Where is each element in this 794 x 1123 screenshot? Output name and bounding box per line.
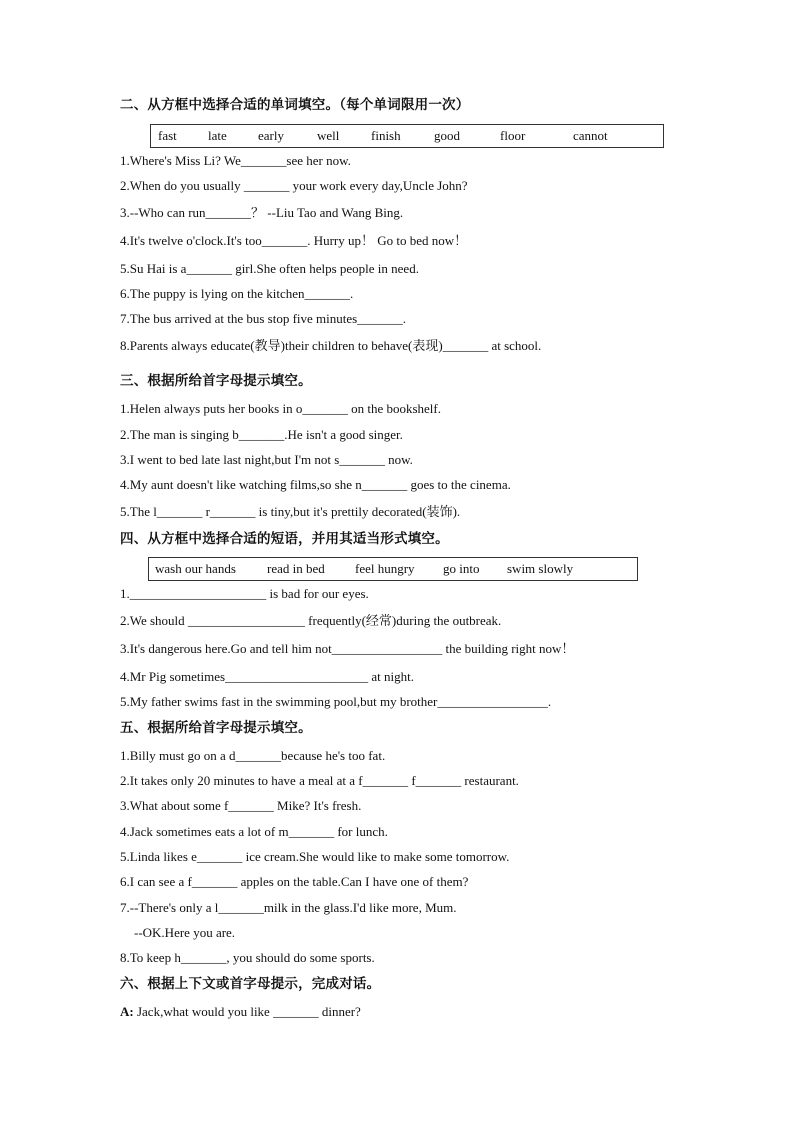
word-option: fast (158, 128, 177, 143)
section-4-heading: 四、从方框中选择合适的短语，并用其适当形式填空。 (120, 531, 449, 547)
dialogue-line (120, 1004, 361, 1020)
exercise-line: 4.Mr Pig sometimes______________________ at night. (120, 669, 414, 684)
phrase-option: go into (443, 561, 480, 576)
word-option: good (434, 128, 460, 143)
phrase-option: wash our hands (155, 561, 236, 576)
exercise-line: 3.--Who can run_______？ --Liu Tao and Wang Bing. (120, 205, 404, 220)
section-2-heading: 二、从方框中选择合适的单词填空。（每个单词限用一次） (120, 97, 470, 113)
exercise-line: 1._____________________ is bad for our eyes. (120, 586, 369, 601)
exercise-line: 1.Where's Miss Li? We_______see her now. (120, 153, 351, 168)
exercise-line: 5.Linda likes e_______ ice cream.She would like to make some tomorrow. (120, 849, 510, 864)
section-3-heading: 三、根据所给首字母提示填空。 (120, 373, 312, 389)
exercise-line: 3.What about some f_______ Mike? It's fresh. (120, 798, 362, 813)
exercise-line: 8.To keep h_______, you should do some sports. (120, 950, 375, 965)
exercise-line: 1.Billy must go on a d_______because he's too fat. (120, 748, 386, 763)
word-box (150, 124, 664, 148)
exercise-line: 5.The l_______ r_______ is tiny,but it's prettily decorated(装饰). (120, 504, 461, 519)
exercise-line: 4.My aunt doesn't like watching films,so she n_______ goes to the cinema. (120, 477, 511, 492)
exercise-line: 8.Parents always educate(教导)their children to behave(表现)_______ at school. (120, 338, 542, 353)
exercise-line: 2.When do you usually _______ your work every day,Uncle John? (120, 178, 468, 193)
exercise-line: 4.Jack sometimes eats a lot of m_______ for lunch. (120, 824, 388, 839)
exercise-line: 1.Helen always puts her books in o_______ on the bookshelf. (120, 401, 441, 416)
word-option: floor (500, 128, 526, 143)
exercise-line: 3.It's dangerous here.Go and tell him not_________________ the building right now！ (120, 641, 575, 656)
section-6-heading: 六、根据上下文或首字母提示，完成对话。 (120, 976, 381, 992)
exercise-line: 4.It's twelve o'clock.It's too_______. Hurry up！ Go to bed now！ (120, 233, 468, 248)
word-option: late (208, 128, 227, 143)
section-5-heading: 五、根据所给首字母提示填空。 (120, 720, 312, 736)
exercise-line: 7.The bus arrived at the bus stop five minutes_______. (120, 311, 406, 326)
exercise-line: 5.Su Hai is a_______ girl.She often helps people in need. (120, 261, 419, 276)
speaker-label: A: (120, 1004, 134, 1019)
exercise-line: 2.The man is singing b_______.He isn't a good singer. (120, 427, 403, 442)
word-option: cannot (573, 128, 608, 143)
exercise-line: 2.We should __________________ frequently(经常)during the outbreak. (120, 613, 502, 628)
phrase-option: feel hungry (355, 561, 415, 576)
word-option: finish (371, 128, 401, 143)
exercise-line: 5.My father swims fast in the swimming pool,but my brother_________________. (120, 694, 552, 709)
exercise-line: 3.I went to bed late last night,but I'm not s_______ now. (120, 452, 413, 467)
word-option: well (317, 128, 340, 143)
phrase-option: read in bed (267, 561, 325, 576)
dialogue-text: Jack,what would you like _______ dinner? (133, 1004, 361, 1019)
exercise-line: 6.I can see a f_______ apples on the table.Can I have one of them? (120, 874, 469, 889)
phrase-option: swim slowly (507, 561, 574, 576)
exercise-line: 2.It takes only 20 minutes to have a meal at a f_______ f_______ restaurant. (120, 773, 519, 788)
exercise-line: 6.The puppy is lying on the kitchen_______. (120, 286, 354, 301)
word-option: early (258, 128, 284, 143)
phrase-box (148, 557, 638, 581)
exercise-line: 7.--There's only a l_______milk in the glass.I'd like more, Mum. (120, 900, 457, 915)
exercise-line: --OK.Here you are. (134, 925, 236, 940)
